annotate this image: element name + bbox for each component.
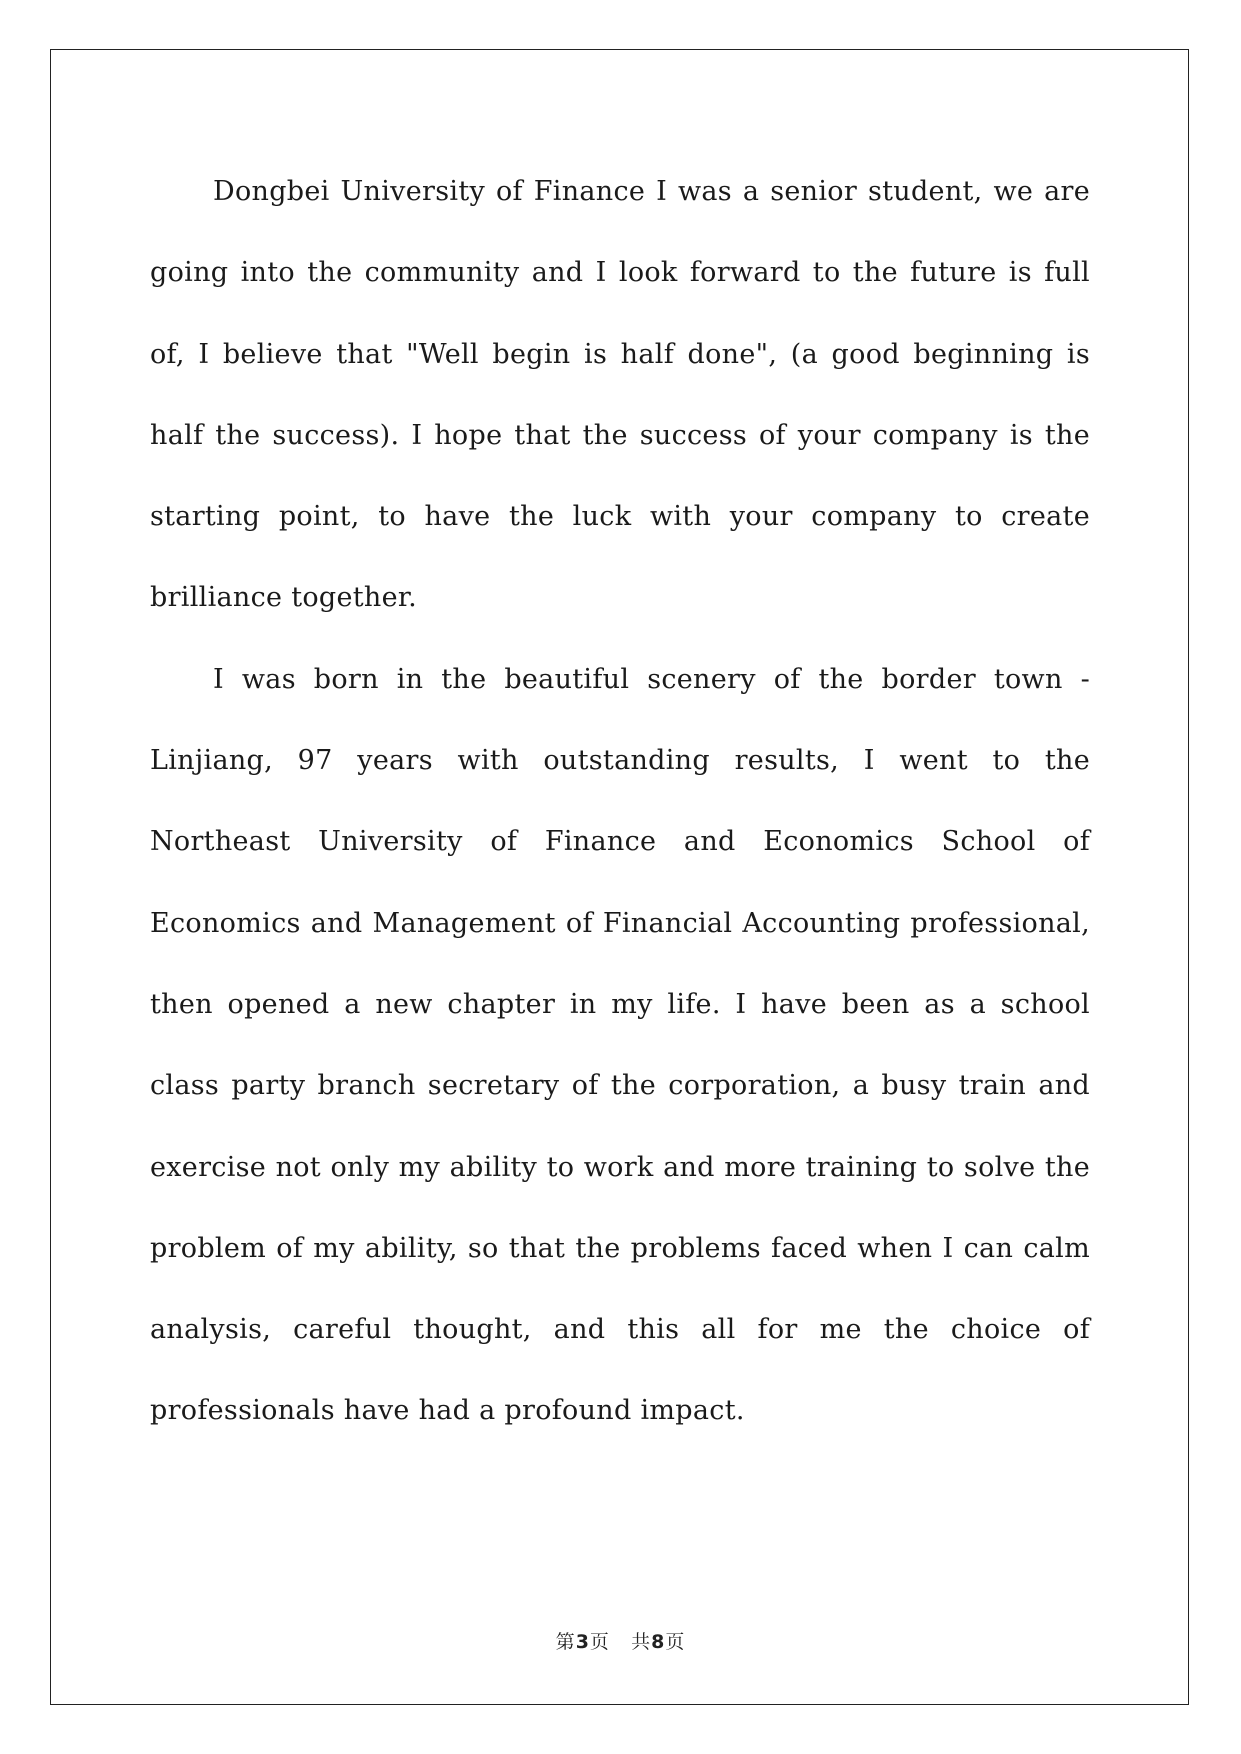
current-page-number: 3 — [575, 1631, 590, 1653]
footer-page-label: 页 — [589, 1631, 610, 1653]
paragraph-1: Dongbei University of Finance I was a senior student, we are going into the community and I look forward to the future is full of, I believe that "Well begin is half done", (a good beginning is half the success). I hope that the success of your company is the starting point, to have the luck with your company to create brilliance together. — [150, 176, 1090, 614]
page-footer — [0, 1627, 1241, 1654]
footer-prefix: 第 — [555, 1631, 576, 1653]
document-body — [150, 151, 1090, 1452]
paragraph-2: I was born in the beautiful scenery of the border town - Linjiang, 97 years with outstanding results, I went to the Northeast University of Finance and Economics School of Economics and Management of Financial Accounting professional, then opened a new chapter in my life. I have been as a school class party branch secretary of the corporation, a busy train and exercise not only my ability to work and more training to solve the problem of my ability, so that the problems faced when I can calm analysis, careful thought, and this all for me the choice of professionals have had a profound impact. — [150, 663, 1090, 1427]
footer-total-label: 页 — [665, 1631, 686, 1653]
total-pages-number: 8 — [651, 1631, 666, 1653]
footer-total-prefix: 共 — [631, 1631, 652, 1653]
